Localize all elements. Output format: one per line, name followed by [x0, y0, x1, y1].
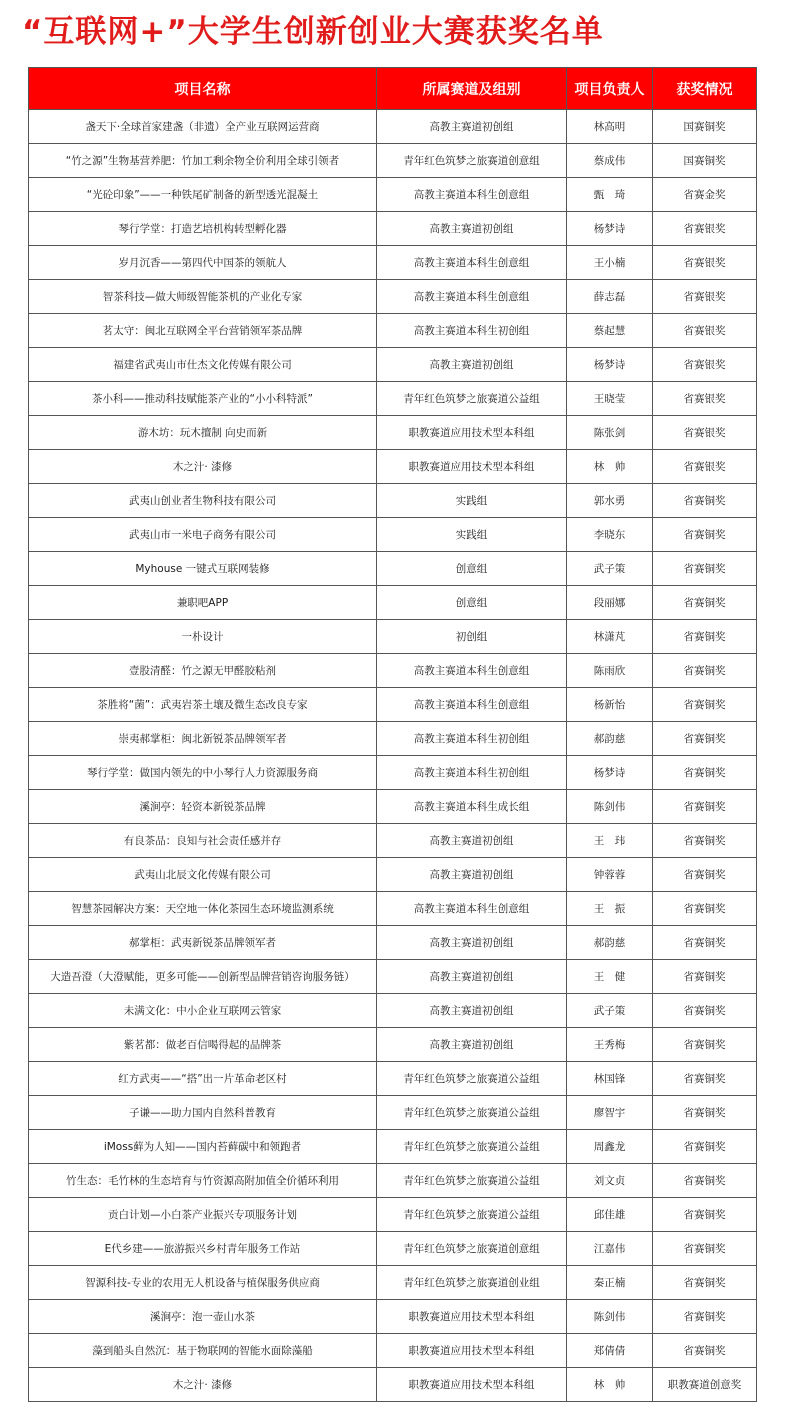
cell-leader: 郝韵慈: [567, 926, 653, 960]
cell-track: 高教主赛道初创组: [377, 110, 567, 144]
cell-award: 省赛铜奖: [653, 484, 757, 518]
cell-leader: 杨梦诗: [567, 212, 653, 246]
cell-leader: 秦正楠: [567, 1266, 653, 1300]
table-row: [29, 552, 757, 586]
cell-project-name: 武夷山北辰文化传媒有限公司: [29, 858, 377, 892]
cell-project-name: 竹生态：毛竹林的生态培育与竹资源高附加值全价循环利用: [29, 1164, 377, 1198]
cell-track: 职教赛道应用技术型本科组: [377, 450, 567, 484]
cell-award: 省赛铜奖: [653, 620, 757, 654]
cell-project-name: 溪涧亭：泡一壶山水茶: [29, 1300, 377, 1334]
cell-project-name: 武夷山市一米电子商务有限公司: [29, 518, 377, 552]
cell-leader: 周鑫龙: [567, 1130, 653, 1164]
cell-leader: 杨梦诗: [567, 348, 653, 382]
cell-track: 高教主赛道初创组: [377, 926, 567, 960]
cell-project-name: 琴行学堂：打造艺培机构转型孵化器: [29, 212, 377, 246]
cell-track: 青年红色筑梦之旅赛道创意组: [377, 144, 567, 178]
cell-leader: 蔡成伟: [567, 144, 653, 178]
cell-track: 高教主赛道本科生创意组: [377, 688, 567, 722]
cell-leader: 武子策: [567, 994, 653, 1028]
cell-track: 青年红色筑梦之旅赛道公益组: [377, 382, 567, 416]
column-header-project: 项目名称: [29, 68, 377, 110]
cell-track: 职教赛道应用技术型本科组: [377, 1334, 567, 1368]
table-row: [29, 246, 757, 280]
table-row: [29, 1062, 757, 1096]
cell-award: 省赛铜奖: [653, 756, 757, 790]
cell-leader: 林高明: [567, 110, 653, 144]
table-row: [29, 722, 757, 756]
cell-leader: 王 玮: [567, 824, 653, 858]
cell-leader: 郑倩倩: [567, 1334, 653, 1368]
table-row: [29, 994, 757, 1028]
cell-project-name: Myhouse 一键式互联网装修: [29, 552, 377, 586]
cell-project-name: 游木坊：玩木擅制 向史而新: [29, 416, 377, 450]
cell-award: 省赛铜奖: [653, 994, 757, 1028]
cell-award: 省赛铜奖: [653, 824, 757, 858]
cell-leader: 段丽娜: [567, 586, 653, 620]
cell-track: 青年红色筑梦之旅赛道公益组: [377, 1096, 567, 1130]
cell-track: 创意组: [377, 552, 567, 586]
cell-project-name: 智茶科技—做大师级智能茶机的产业化专家: [29, 280, 377, 314]
cell-award: 省赛铜奖: [653, 1334, 757, 1368]
table-row: [29, 1266, 757, 1300]
cell-project-name: E代乡建——旅游振兴乡村青年服务工作站: [29, 1232, 377, 1266]
cell-award: 省赛银奖: [653, 212, 757, 246]
cell-track: 高教主赛道本科生成长组: [377, 790, 567, 824]
cell-project-name: 子谦——助力国内自然科普教育: [29, 1096, 377, 1130]
cell-award: 省赛铜奖: [653, 1096, 757, 1130]
cell-leader: 薛志磊: [567, 280, 653, 314]
cell-track: 实践组: [377, 518, 567, 552]
cell-track: 青年红色筑梦之旅赛道公益组: [377, 1164, 567, 1198]
cell-track: 高教主赛道初创组: [377, 858, 567, 892]
cell-award: 省赛铜奖: [653, 960, 757, 994]
cell-track: 创意组: [377, 586, 567, 620]
cell-track: 高教主赛道本科生创意组: [377, 280, 567, 314]
cell-award: 职教赛道创意奖: [653, 1368, 757, 1402]
cell-track: 职教赛道应用技术型本科组: [377, 1300, 567, 1334]
cell-award: 省赛铜奖: [653, 552, 757, 586]
cell-track: 高教主赛道本科生初创组: [377, 756, 567, 790]
cell-project-name: 未满文化：中小企业互联网云管家: [29, 994, 377, 1028]
table-row: [29, 348, 757, 382]
cell-leader: 郭水勇: [567, 484, 653, 518]
cell-award: 省赛铜奖: [653, 790, 757, 824]
cell-project-name: 茗太守：闽北互联网全平台营销领军茶品牌: [29, 314, 377, 348]
cell-project-name: 郝掌柜：武夷新锐茶品牌领军者: [29, 926, 377, 960]
cell-leader: 陈张剑: [567, 416, 653, 450]
cell-project-name: 一朴设计: [29, 620, 377, 654]
table-row: [29, 416, 757, 450]
cell-leader: 邱佳雄: [567, 1198, 653, 1232]
cell-leader: 廖智宇: [567, 1096, 653, 1130]
cell-leader: 杨新怡: [567, 688, 653, 722]
table-row: [29, 382, 757, 416]
cell-track: 青年红色筑梦之旅赛道创意组: [377, 1232, 567, 1266]
table-row: [29, 110, 757, 144]
cell-track: 青年红色筑梦之旅赛道公益组: [377, 1130, 567, 1164]
cell-project-name: 武夷山创业者生物科技有限公司: [29, 484, 377, 518]
cell-track: 高教主赛道本科生初创组: [377, 722, 567, 756]
cell-award: 省赛银奖: [653, 314, 757, 348]
table-row: [29, 1232, 757, 1266]
cell-award: 省赛铜奖: [653, 1130, 757, 1164]
awards-table: [28, 67, 757, 1402]
cell-leader: 陈剑伟: [567, 790, 653, 824]
cell-project-name: 茶胜将“菌”：武夷岩茶土壤及微生态改良专家: [29, 688, 377, 722]
cell-leader: 甄 琦: [567, 178, 653, 212]
table-row: [29, 144, 757, 178]
cell-award: 省赛铜奖: [653, 1300, 757, 1334]
page-title: “互联网+”大学生创新创业大赛获奖名单: [22, 14, 604, 50]
cell-leader: 林 帅: [567, 450, 653, 484]
table-row: [29, 790, 757, 824]
cell-project-name: 红方武夷——“搭”出一片革命老区村: [29, 1062, 377, 1096]
table-row: [29, 824, 757, 858]
cell-award: 省赛银奖: [653, 382, 757, 416]
cell-track: 青年红色筑梦之旅赛道公益组: [377, 1062, 567, 1096]
cell-project-name: 盏天下·全球首家建盏（非遗）全产业互联网运营商: [29, 110, 377, 144]
table-row: [29, 586, 757, 620]
table-row: [29, 1198, 757, 1232]
cell-track: 高教主赛道初创组: [377, 1028, 567, 1062]
cell-track: 青年红色筑梦之旅赛道公益组: [377, 1198, 567, 1232]
cell-leader: 刘文贞: [567, 1164, 653, 1198]
cell-project-name: “光砼印象”——一种铁尾矿制备的新型透光混凝土: [29, 178, 377, 212]
table-row: [29, 1334, 757, 1368]
cell-award: 省赛铜奖: [653, 688, 757, 722]
column-header-track: 所属赛道及组别: [377, 68, 567, 110]
cell-leader: 杨梦诗: [567, 756, 653, 790]
cell-award: 省赛铜奖: [653, 926, 757, 960]
cell-project-name: 木之汁· 漆修: [29, 450, 377, 484]
table-row: [29, 1368, 757, 1402]
cell-track: 实践组: [377, 484, 567, 518]
cell-leader: 郝韵慈: [567, 722, 653, 756]
table-row: [29, 484, 757, 518]
cell-project-name: iMoss藓为人知——国内苔藓碳中和领跑者: [29, 1130, 377, 1164]
cell-leader: 陈雨欣: [567, 654, 653, 688]
table-row: [29, 314, 757, 348]
cell-project-name: 智源科技-专业的农用无人机设备与植保服务供应商: [29, 1266, 377, 1300]
cell-project-name: 藻到船头自然沉：基于物联网的智能水面除藻船: [29, 1334, 377, 1368]
cell-award: 省赛铜奖: [653, 1062, 757, 1096]
cell-award: 省赛铜奖: [653, 1028, 757, 1062]
cell-track: 高教主赛道本科生创意组: [377, 654, 567, 688]
cell-award: 省赛银奖: [653, 348, 757, 382]
cell-leader: 蔡起慧: [567, 314, 653, 348]
cell-award: 省赛银奖: [653, 246, 757, 280]
table-row: [29, 178, 757, 212]
cell-track: 高教主赛道本科生创意组: [377, 892, 567, 926]
table-row: [29, 1164, 757, 1198]
cell-project-name: 溪涧亭：轻资本新锐茶品牌: [29, 790, 377, 824]
cell-track: 职教赛道应用技术型本科组: [377, 1368, 567, 1402]
table-row: [29, 892, 757, 926]
cell-award: 国赛铜奖: [653, 144, 757, 178]
cell-award: 省赛铜奖: [653, 1198, 757, 1232]
cell-track: 高教主赛道本科生创意组: [377, 246, 567, 280]
table-row: [29, 1096, 757, 1130]
cell-project-name: 木之汁· 漆修: [29, 1368, 377, 1402]
cell-project-name: 崇夷郝掌柜：闽北新锐茶品牌领军者: [29, 722, 377, 756]
cell-track: 高教主赛道初创组: [377, 960, 567, 994]
table-row: [29, 688, 757, 722]
cell-award: 省赛铜奖: [653, 1232, 757, 1266]
cell-leader: 林潇芃: [567, 620, 653, 654]
cell-track: 高教主赛道初创组: [377, 824, 567, 858]
cell-award: 省赛铜奖: [653, 586, 757, 620]
table-row: [29, 654, 757, 688]
table-row: [29, 858, 757, 892]
cell-leader: 林国锋: [567, 1062, 653, 1096]
column-header-leader: 项目负责人: [567, 68, 653, 110]
cell-track: 高教主赛道初创组: [377, 994, 567, 1028]
cell-award: 省赛铜奖: [653, 892, 757, 926]
cell-project-name: 福建省武夷山市仕杰文化传媒有限公司: [29, 348, 377, 382]
cell-leader: 陈剑伟: [567, 1300, 653, 1334]
cell-award: 省赛银奖: [653, 416, 757, 450]
cell-project-name: 紫茗都：做老百信喝得起的品牌茶: [29, 1028, 377, 1062]
cell-leader: 李晓东: [567, 518, 653, 552]
table-row: [29, 280, 757, 314]
cell-award: 省赛银奖: [653, 280, 757, 314]
cell-project-name: 琴行学堂：做国内领先的中小琴行人力资源服务商: [29, 756, 377, 790]
table-row: [29, 1300, 757, 1334]
cell-award: 省赛铜奖: [653, 518, 757, 552]
cell-project-name: 茶小科——推动科技赋能茶产业的“小小科特派”: [29, 382, 377, 416]
table-row: [29, 518, 757, 552]
cell-award: 省赛金奖: [653, 178, 757, 212]
table-body: [29, 110, 757, 1402]
cell-track: 职教赛道应用技术型本科组: [377, 416, 567, 450]
cell-project-name: 智慧茶园解决方案：天空地一体化茶园生态环境监测系统: [29, 892, 377, 926]
cell-project-name: 岁月沉香——第四代中国茶的领航人: [29, 246, 377, 280]
cell-track: 青年红色筑梦之旅赛道创业组: [377, 1266, 567, 1300]
cell-leader: 王 振: [567, 892, 653, 926]
cell-project-name: 大造吾澄（大澄赋能，更多可能——创新型品牌营销咨询服务链）: [29, 960, 377, 994]
cell-project-name: 兼职吧APP: [29, 586, 377, 620]
cell-project-name: 有良茶品：良知与社会责任感并存: [29, 824, 377, 858]
cell-leader: 林 帅: [567, 1368, 653, 1402]
cell-leader: 钟蓉蓉: [567, 858, 653, 892]
cell-leader: 王 健: [567, 960, 653, 994]
cell-award: 省赛铜奖: [653, 858, 757, 892]
cell-track: 高教主赛道初创组: [377, 212, 567, 246]
cell-award: 省赛铜奖: [653, 722, 757, 756]
table-row: [29, 1130, 757, 1164]
table-row: [29, 1028, 757, 1062]
cell-track: 初创组: [377, 620, 567, 654]
cell-leader: 王晓莹: [567, 382, 653, 416]
table-row: [29, 756, 757, 790]
table-row: [29, 450, 757, 484]
cell-award: 省赛铜奖: [653, 1164, 757, 1198]
cell-leader: 武子策: [567, 552, 653, 586]
cell-project-name: 贡白计划—小白茶产业振兴专项服务计划: [29, 1198, 377, 1232]
cell-track: 高教主赛道初创组: [377, 348, 567, 382]
table-row: [29, 926, 757, 960]
cell-award: 省赛铜奖: [653, 654, 757, 688]
cell-project-name: “竹之源”生物基营养肥：竹加工剩余物全价利用全球引领者: [29, 144, 377, 178]
cell-leader: 王小楠: [567, 246, 653, 280]
cell-award: 省赛银奖: [653, 450, 757, 484]
cell-project-name: 壹股清醛：竹之源无甲醛胶粘剂: [29, 654, 377, 688]
cell-leader: 王秀梅: [567, 1028, 653, 1062]
table-row: [29, 620, 757, 654]
cell-award: 国赛铜奖: [653, 110, 757, 144]
cell-track: 高教主赛道本科生创意组: [377, 178, 567, 212]
table-row: [29, 960, 757, 994]
cell-track: 高教主赛道本科生初创组: [377, 314, 567, 348]
cell-leader: 江嘉伟: [567, 1232, 653, 1266]
column-header-award: 获奖情况: [653, 68, 757, 110]
table-header-row: [29, 68, 757, 110]
table-row: [29, 212, 757, 246]
cell-award: 省赛铜奖: [653, 1266, 757, 1300]
